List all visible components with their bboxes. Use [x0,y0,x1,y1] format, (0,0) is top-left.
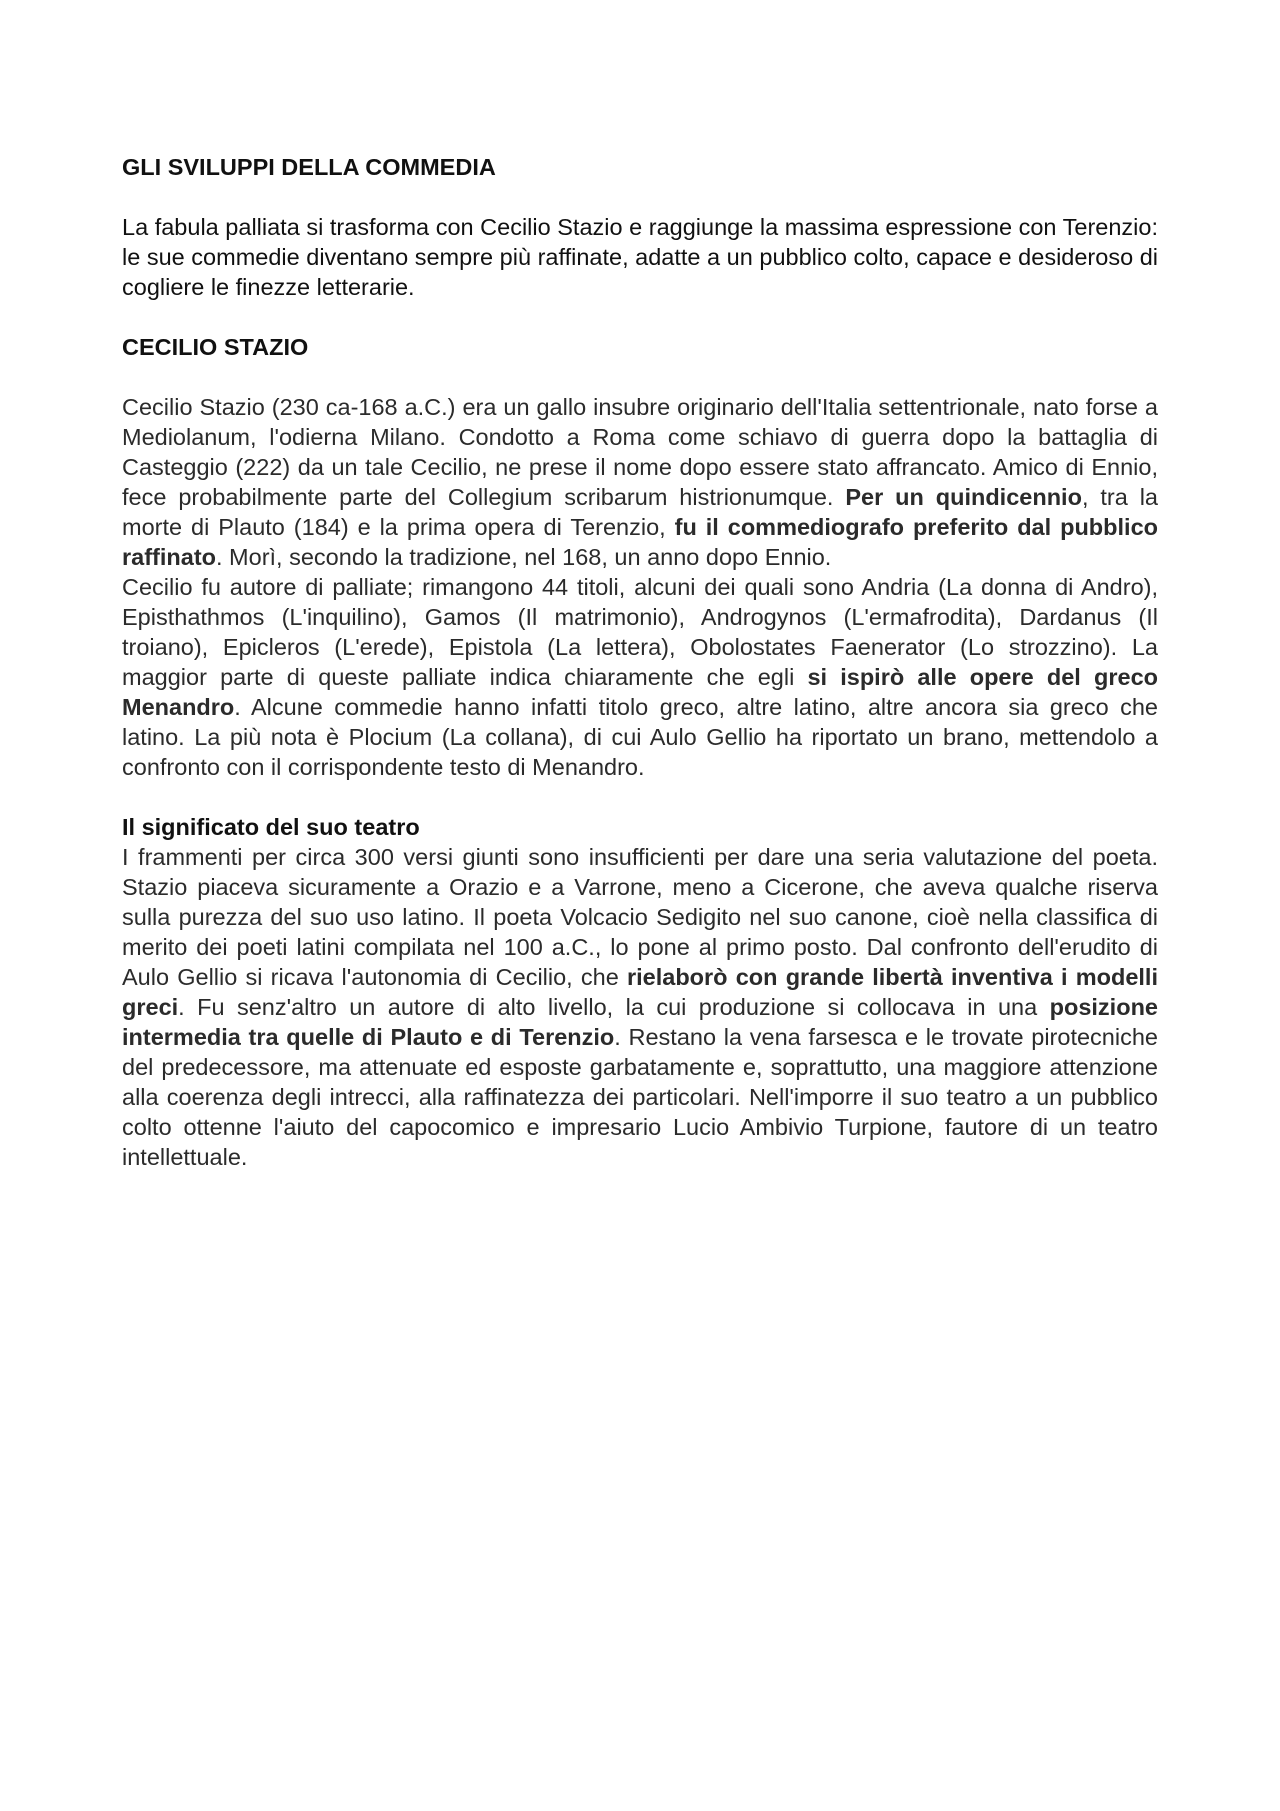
document-body [122,152,1158,1172]
section-title-cecilio: CECILIO STAZIO [122,334,309,360]
text-run: . Restano la vena farsesca e le trovate pirotecniche del predecessore, ma attenuate ed esposte garbatamente e, soprattutto, una maggiore attenzione alla coerenza degli intrecci, alla raffinatezza dei particolari. Nell'imporre il suo teatro a un pubblico colto ottenne l'aiuto del capocomico e impresario Lucio Ambivio Turpione, fautore di un teatro intellettuale. [122,1024,1158,1170]
text-run: . Fu senz'altro un autore di alto livello, la cui produzione si collocava in una [178,994,1050,1020]
text-run: . Alcune commedie hanno infatti titolo greco, altre latino, altre ancora sia greco che latino. La più nota è Plocium (La collana), di cui Aulo Gellio ha riportato un brano, mettendolo a confronto con il corrispondente testo di Menandro. [122,694,1158,780]
bold-run: Per un quindicennio [845,484,1082,510]
text-run: Cecilio Stazio (230 ca-168 a.C.) era un gallo insubre originario dell'Italia settentrionale, nato forse a Mediolanum, l'odierna Milano. Condotto a Roma come schiavo di guerra dopo la battaglia di Casteggio (222) da un tale Cecilio, ne prese il nome dopo essere stato affrancato. Amico di Ennio, fece probabilmente parte del Collegium scribarum histrionumque. [122,394,1158,510]
section-title-sviluppi: GLI SVILUPPI DELLA COMMEDIA [122,154,496,180]
text-run: , tra la morte di Plauto (184) e la prima opera di Terenzio, [122,484,1158,540]
text-run: I frammenti per circa 300 versi giunti sono insufficienti per dare una seria valutazione del poeta. Stazio piaceva sicuramente a Orazio e a Varrone, meno a Cicerone, che aveva qualche riserva sulla purezza del suo uso latino. Il poeta Volcacio Sedigito nel suo canone, cioè nella classifica di merito dei poeti latini compilata nel 100 a.C., lo pone al primo posto. Dal confronto dell'erudito di Aulo Gellio si ricava l'autonomia di Cecilio, che [122,844,1158,990]
text-run: . Morì, secondo la tradizione, nel 168, un anno dopo Ennio. [216,544,832,570]
bold-run: rielaborò con grande libertà inventiva i modelli greci [122,964,1158,1020]
cecilio-bio-paragraph [122,392,1158,572]
intro-paragraph: La fabula palliata si trasforma con Cecilio Stazio e raggiunge la massima espressione con Terenzio: le sue commedie diventano sempre più raffinate, adatte a un pubblico colto, capace e desideroso di cogliere le finezze letterarie. [122,214,1158,300]
bold-run: fu il commediografo preferito dal pubblico raffinato [122,514,1158,570]
bold-run: si ispirò alle opere del greco Menandro [122,664,1158,720]
cecilio-works-paragraph [122,572,1158,782]
section-title-significato: Il significato del suo teatro [122,814,420,840]
significato-paragraph [122,842,1158,1172]
bold-run: posizione intermedia tra quelle di Plauto e di Terenzio [122,994,1158,1050]
text-run: Cecilio fu autore di palliate; rimangono 44 titoli, alcuni dei quali sono Andria (La donna di Andro), Episthathmos (L'inquilino), Gamos (Il matrimonio), Androgynos (L'ermafrodita), Dardanus (Il troiano), Epicleros (L'erede), Epistola (La lettera), Obolostates Faenerator (Lo strozzino). La maggior parte di queste palliate indica chiaramente che egli [122,574,1158,690]
